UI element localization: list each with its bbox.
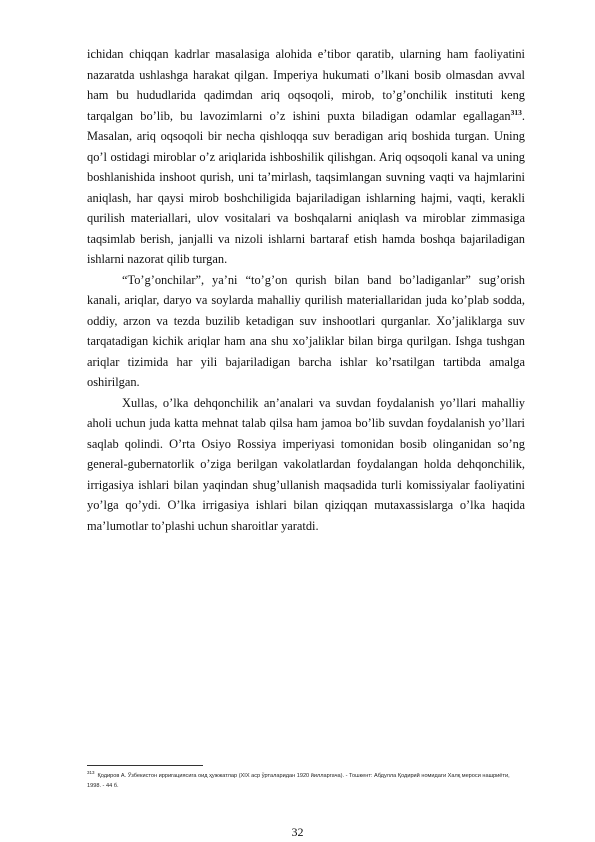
paragraph-2: “To’g’onchilar”, ya’ni “to’g’on qurish bilan band bo’ladiganlar” sug’orish kanali, ariqlar, daryo va soylarda mahalliy qurilish materiallaridan juda ko’plab sodda, oddiy, arzon va tezda buzilib ketadigan suv inshootlari qurganlar. Xo’jaliklarga suv tarqatadigan kichik ariqlar ham ana shu xo’jaliklar bilan birga qurilgan. Ishga tushgan ariqlar tizimida har yili bajariladigan barcha ishlar ko’rsatilgan tartibda amalga oshirilgan.	[87, 272, 525, 389]
paragraph-1	[87, 44, 525, 270]
paragraph-1-text-b: . Masalan, ariq oqsoqoli bir necha qishloqqa suv beradigan ariq boshida turgan. Uning qo’l ostidagi miroblar o’z ariqlarida ishboshilik qilishgan. Ariq oqsoqoli kanal va uning boshlanishida inshoot qurish, uni ta’mirlash, taqsimlangan suvning vaqti va hajmlarini aniqlash, har qaysi mirob boshchiligida bajariladigan ishlarning hajmi, vaqti, kerakli qurilish materiallari, ulov vositalari va boshqalarni aniqlash va miroblar zimmasiga taqsimlab berish, janjalli va nizoli ishlarni bartaraf etish hamda boshqa bajariladigan ishlarni nazorat qilib turgan.	[87, 108, 525, 266]
paragraph-1-text-a: ichidan chiqqan kadrlar masalasiga alohida e’tibor qaratib, ularning ham faoliyatini nazaratda ushlashga harakat qilgan. Imperiya hukumati o’lkani bosib olmasdan avval ham bu hududlarida qadimdan ariq oqsoqoli, mirob, to’g’onchilik instituti keng tarqalgan bo’lib, bu lavozimlarni o’z ishini puxta biladigan odamlar egallagan	[87, 47, 525, 123]
footnote-number: 313	[87, 770, 95, 775]
page-number: 32	[291, 825, 304, 839]
footnote-divider	[87, 765, 203, 766]
footnote-ref: 313	[510, 107, 522, 117]
paragraph-3: Xullas, o’lka dehqonchilik an’analari va suvdan foydalanish yo’llari mahalliy aholi uchun juda katta mehnat talab qilsa ham jamoa bo’lib suvdan foydalanish yo’llari saqlab qolindi. O’rta Osiyo Rossiya imperiyasi tomonidan bosib olinganidan so’ng general-gubernatorlik o’ziga berilgan vakolatlardan foydalangan holda dehqonchilik, irrigasiya ishlari bilan yaqindan shug’ullanish maqsadida turli komissiyalar faoliyatini yo’lga qo’ydi. O’lka irrigasiya ishlari bilan qiziqqan mutaxassislarga o’lka haqida ma’lumotlar to’plashi uchun sharoitlar yaratdi.	[87, 395, 525, 533]
footnote-text: Қодиров А. Ўзбекистон ирригациясига оид ҳужжатлар (XIX аср ўрталаридан 1920 йилларгача). - Тошкент: Абдулла Қодирий номидаги Халқ мероси нашриёти, 1998. - 44 б.	[87, 772, 510, 789]
footnote	[87, 768, 525, 791]
main-text	[87, 44, 525, 536]
